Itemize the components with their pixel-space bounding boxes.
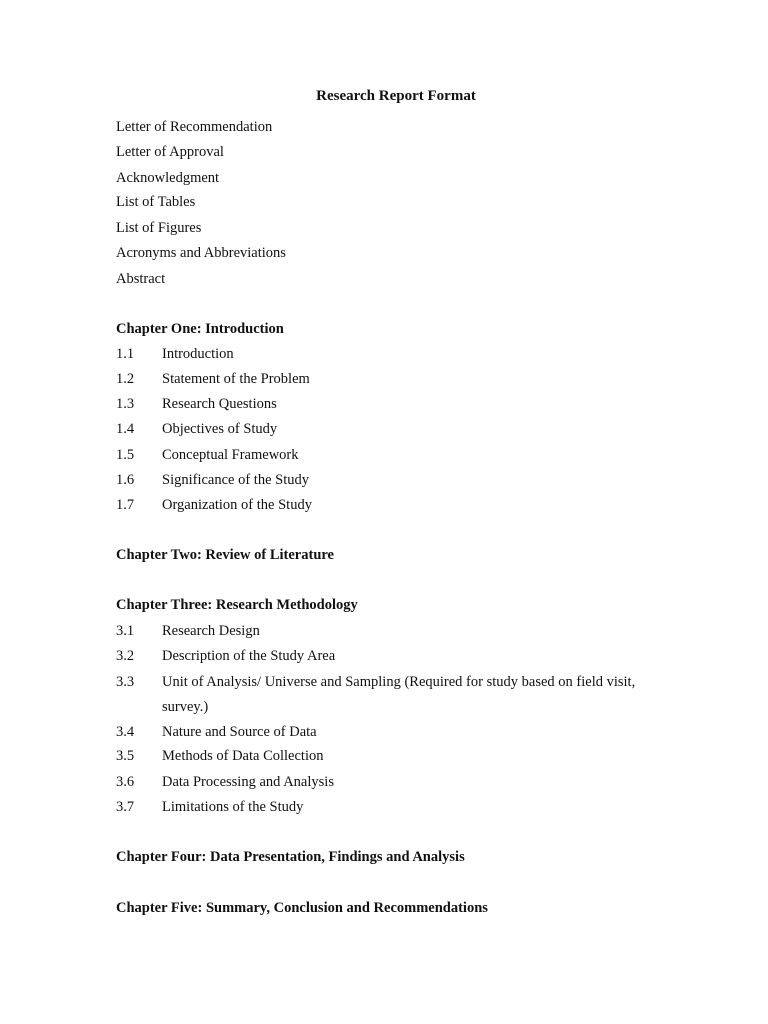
- section-number: 1.3: [116, 396, 135, 412]
- section-title: Description of the Study Area: [162, 648, 336, 664]
- section-row: [116, 369, 310, 389]
- chapter-heading: Chapter Two: Review of Literature: [116, 547, 334, 563]
- section-number: 3.1: [116, 623, 135, 639]
- section-title: Data Processing and Analysis: [162, 774, 334, 790]
- section-row: [116, 495, 312, 515]
- front-matter-item: List of Figures: [116, 220, 202, 236]
- chapter-heading: Chapter One: Introduction: [116, 321, 284, 337]
- section-number: 3.7: [116, 799, 135, 815]
- section-number: 1.1: [116, 346, 135, 362]
- section-title: Organization of the Study: [162, 497, 312, 513]
- front-matter-item: List of Tables: [116, 194, 196, 210]
- front-matter-item: Letter of Approval: [116, 144, 224, 160]
- section-title: Conceptual Framework: [162, 447, 299, 463]
- section-number: 3.2: [116, 648, 135, 664]
- section-number: 1.6: [116, 472, 135, 488]
- section-title: Research Questions: [162, 396, 277, 412]
- section-title: Unit of Analysis/ Universe and Sampling (Required for study based on field visit,: [162, 674, 636, 690]
- section-row: [116, 344, 234, 364]
- section-title: Limitations of the Study: [162, 799, 304, 815]
- front-matter-item: Acknowledgment: [116, 170, 220, 186]
- page-title: Research Report Format: [316, 88, 476, 104]
- front-matter-item: Abstract: [116, 271, 166, 287]
- chapter-heading: Chapter Three: Research Methodology: [116, 597, 358, 613]
- section-number: 3.5: [116, 748, 135, 764]
- section-row: [116, 646, 335, 666]
- section-row: [116, 772, 334, 792]
- section-row: [116, 394, 277, 414]
- section-title-continuation: survey.): [162, 699, 209, 715]
- section-title: Research Design: [162, 623, 260, 639]
- section-number: 3.4: [116, 724, 135, 740]
- chapter-heading: Chapter Five: Summary, Conclusion and Recommendations: [116, 900, 488, 916]
- section-row: [116, 746, 323, 766]
- section-row: [116, 621, 260, 641]
- section-row: [116, 672, 635, 692]
- section-row: [116, 445, 299, 465]
- section-title: Nature and Source of Data: [162, 724, 317, 740]
- section-row: [116, 419, 277, 439]
- section-title: Significance of the Study: [162, 472, 309, 488]
- section-title: Statement of the Problem: [162, 371, 310, 387]
- section-title: Methods of Data Collection: [162, 748, 324, 764]
- chapter-heading: Chapter Four: Data Presentation, Findings and Analysis: [116, 849, 465, 865]
- section-title: Objectives of Study: [162, 421, 278, 437]
- section-number: 1.5: [116, 447, 135, 463]
- front-matter-item: Letter of Recommendation: [116, 119, 273, 135]
- section-number: 3.3: [116, 674, 135, 690]
- section-row: [116, 470, 309, 490]
- section-row: [116, 722, 317, 742]
- front-matter-item: Acronyms and Abbreviations: [116, 245, 286, 261]
- section-number: 1.7: [116, 497, 135, 513]
- section-row: [116, 797, 303, 817]
- section-title: Introduction: [162, 346, 234, 362]
- section-number: 3.6: [116, 774, 135, 790]
- section-number: 1.4: [116, 421, 135, 437]
- section-number: 1.2: [116, 371, 135, 387]
